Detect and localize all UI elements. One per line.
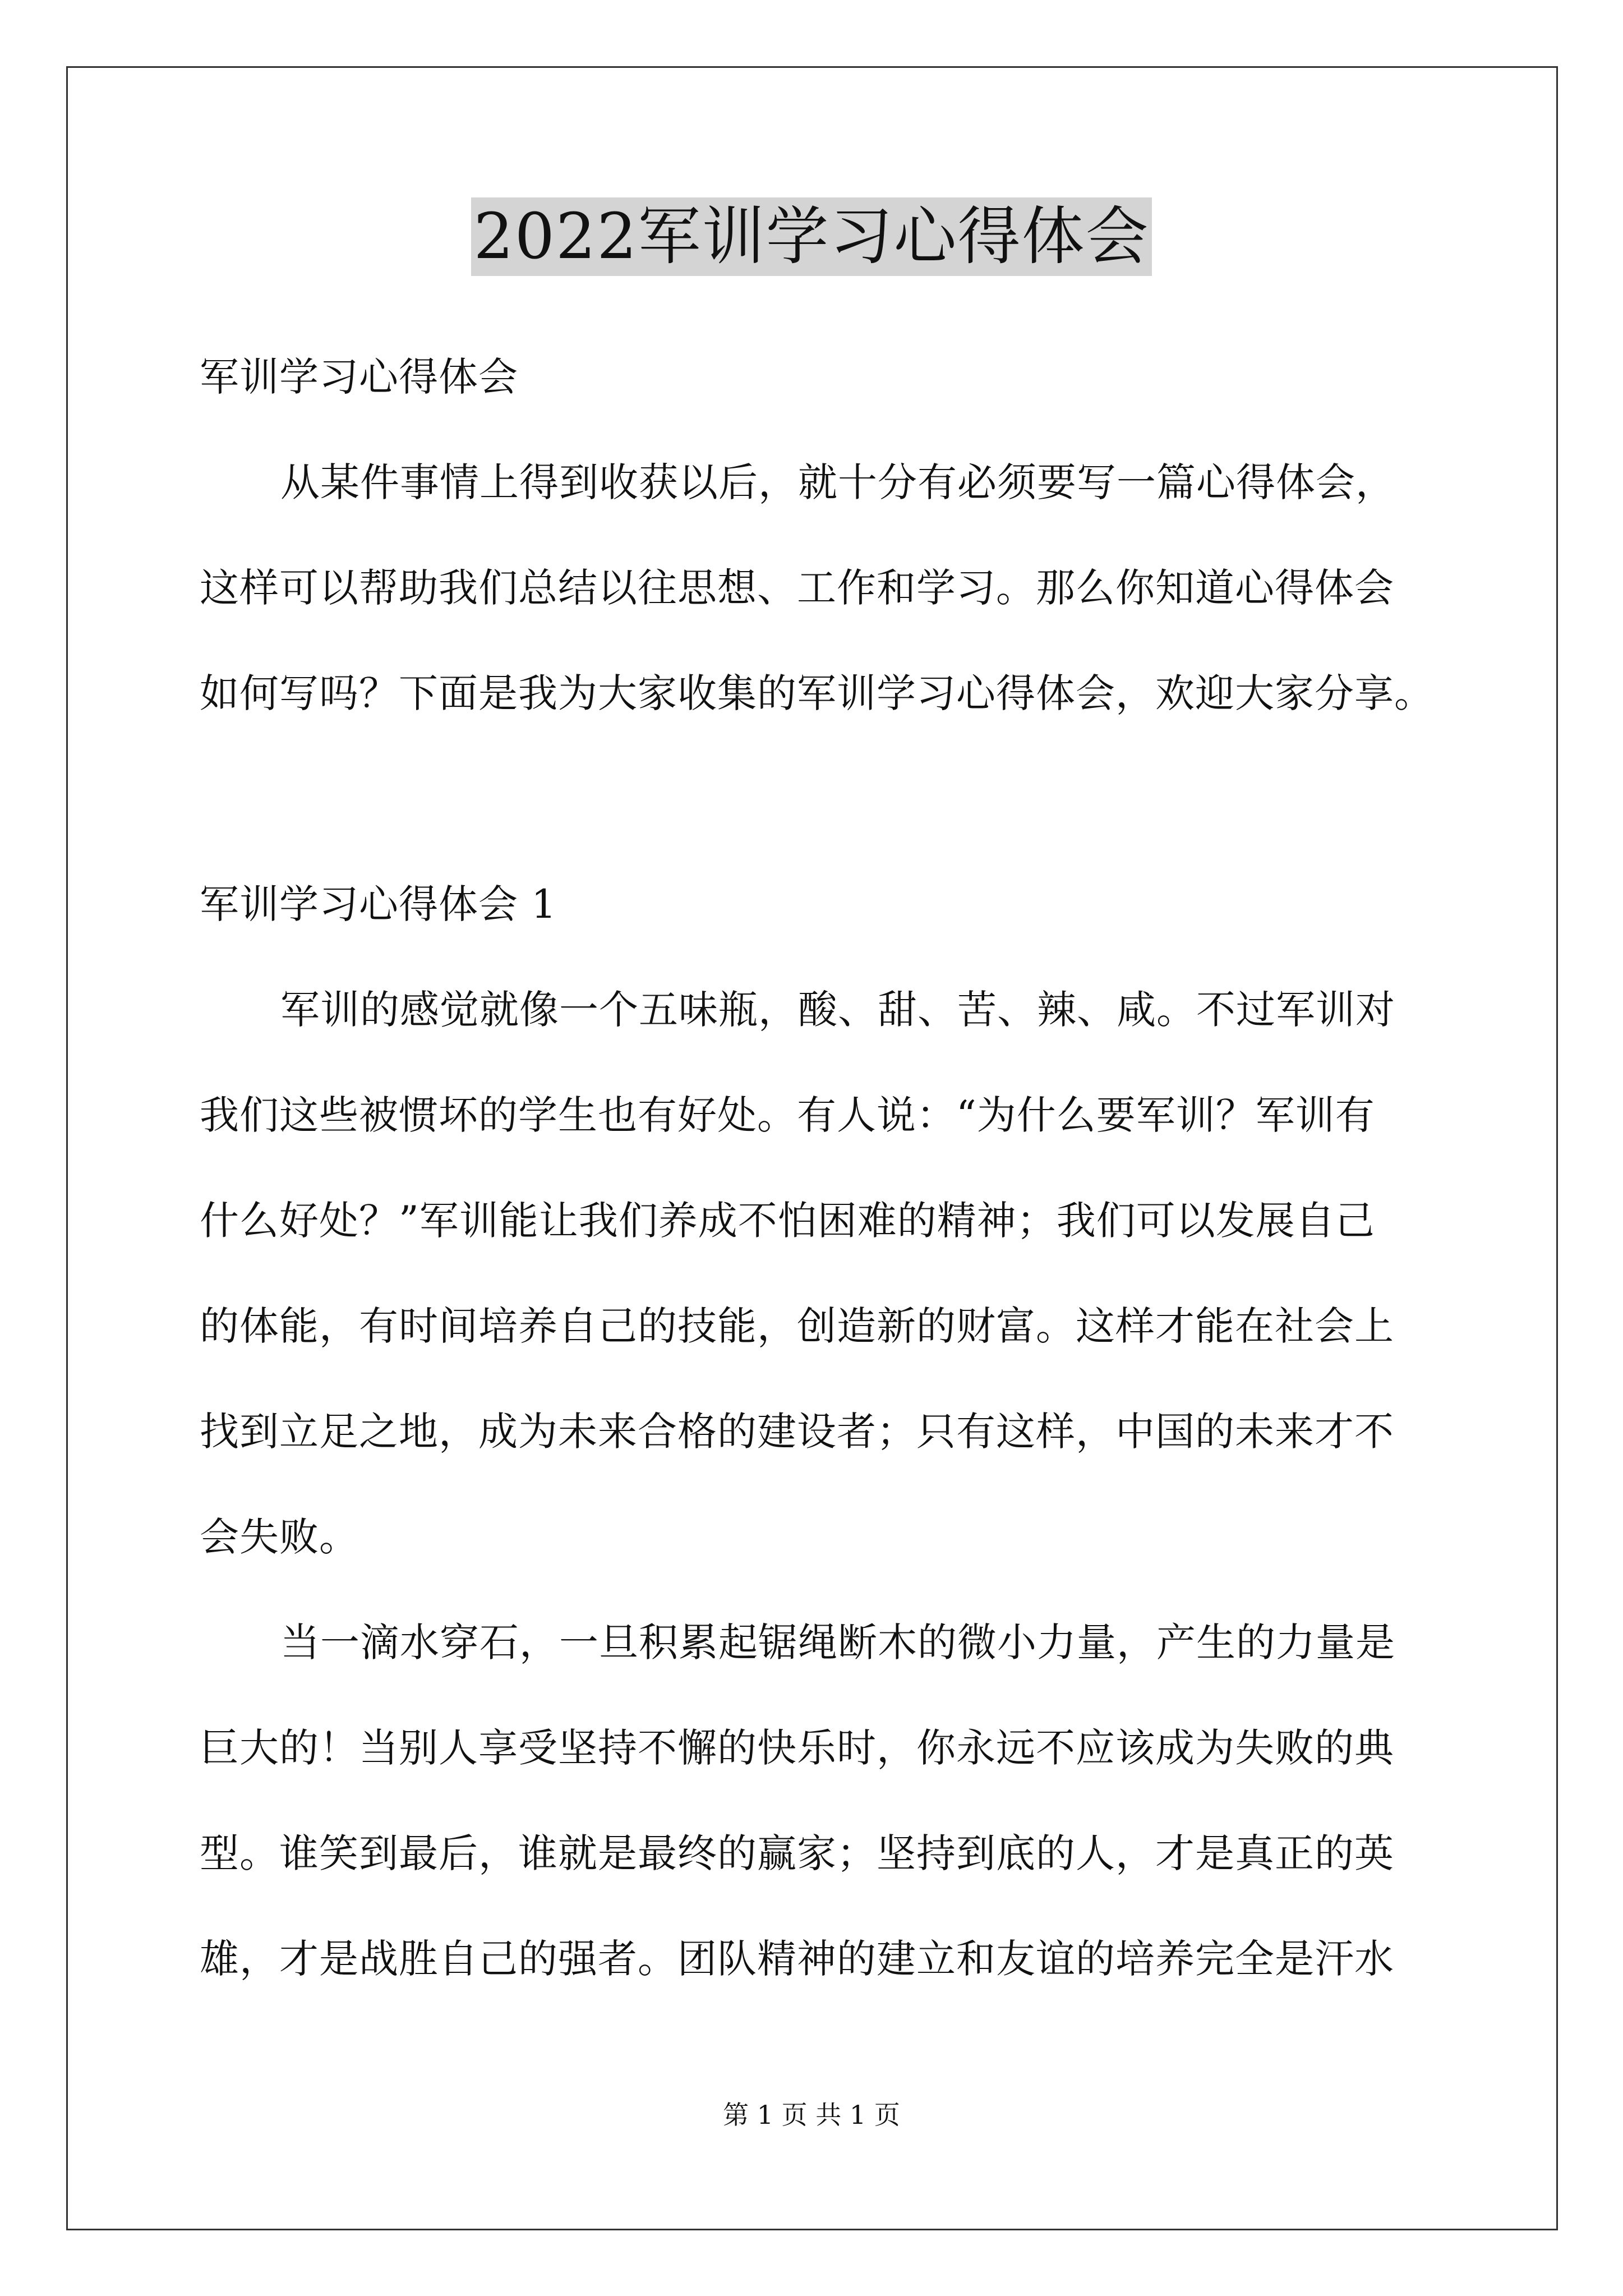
intro-line: 这样可以帮助我们总结以往思想、工作和学习。那么你知道心得体会	[200, 565, 1394, 611]
document-title: 2022军训学习心得体会	[471, 197, 1151, 276]
title-container	[0, 197, 1623, 276]
paragraph-line: 找到立足之地，成为未来合格的建设者；只有这样，中国的未来才不	[200, 1409, 1394, 1455]
paragraph-line: 的体能，有时间培养自己的技能，创造新的财富。这样才能在社会上	[200, 1303, 1394, 1349]
paragraph-line: 当一滴水穿石，一旦积累起锯绳断木的微小力量，产生的力量是	[280, 1619, 1395, 1665]
paragraph-line: 型。谁笑到最后，谁就是最终的赢家；坚持到底的人，才是真正的英	[200, 1830, 1394, 1876]
paragraph-line: 我们这些被惯坏的学生也有好处。有人说：“为什么要军训？军训有	[200, 1092, 1375, 1138]
document-heading: 军训学习心得体会	[200, 354, 518, 400]
paragraph-line: 军训的感觉就像一个五味瓶，酸、甜、苦、辣、咸。不过军训对	[280, 987, 1395, 1033]
paragraph-line: 会失败。	[200, 1514, 359, 1560]
intro-line: 从某件事情上得到收获以后，就十分有必须要写一篇心得体会，	[280, 459, 1395, 505]
intro-line: 如何写吗？下面是我为大家收集的军训学习心得体会，欢迎大家分享。	[200, 670, 1434, 716]
section-heading: 军训学习心得体会 1	[200, 881, 557, 927]
paragraph-line: 巨大的！当别人享受坚持不懈的快乐时，你永远不应该成为失败的典	[200, 1725, 1394, 1771]
page-footer: 第 1 页 共 1 页	[723, 2100, 900, 2130]
paragraph-line: 什么好处？”军训能让我们养成不怕困难的精神；我们可以发展自己	[200, 1198, 1375, 1244]
paragraph-line: 雄，才是战胜自己的强者。团队精神的建立和友谊的培养完全是汗水	[200, 1936, 1394, 1982]
